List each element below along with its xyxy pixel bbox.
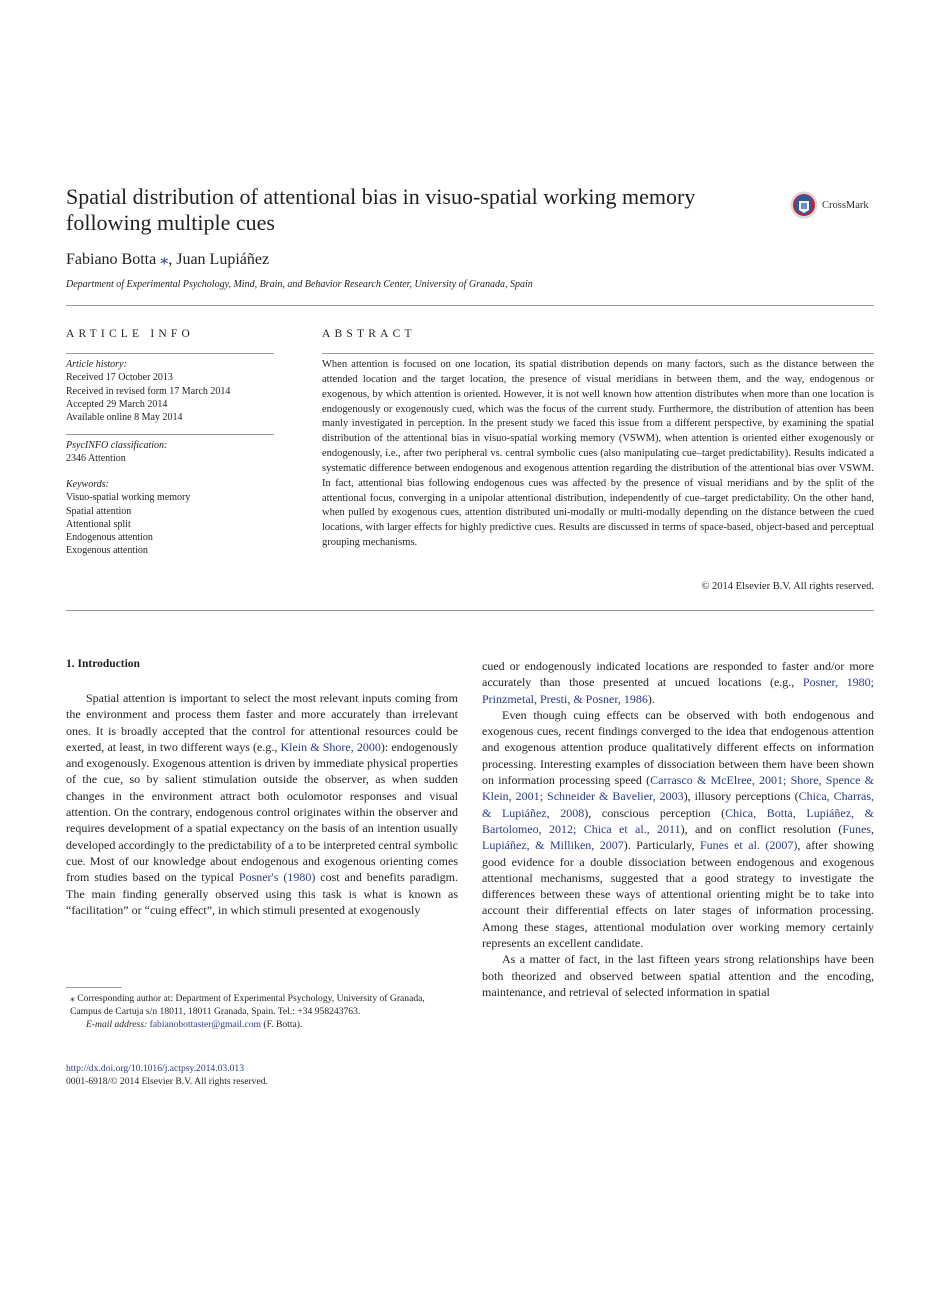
affiliation: Department of Experimental Psychology, Mind, Brain, and Behavior Research Center, University of Granada, Spain [66,279,533,290]
section-heading-introduction: 1. Introduction [66,658,140,670]
doi-block [66,1062,268,1088]
text-run: ). Particularly, [623,838,700,853]
crossmark-label: CrossMark [822,199,869,211]
text-run: cost and benefits paradigm. The main finding generally observed using this task is what is known as “facilitation” or “cuing effect”, in which stimuli presented at exogenously [66,870,458,917]
article-history [66,358,274,424]
corresponding-author-link[interactable]: ⁎ [160,251,169,268]
keywords [66,478,274,558]
left-column [66,690,458,918]
citation-link[interactable]: Posner, 1980; Prinzmetal, Presti, & Posner, 1986 [482,675,874,706]
psycinfo-value: 2346 Attention [66,453,126,465]
history-item: Accepted 29 March 2014 [66,398,168,410]
text-run: ), illusory perceptions ( [683,789,799,804]
paragraph [66,690,458,918]
text-run: cued or endogenously indicated locations are responded to faster and/or more accurately than those presented at uncued locations (e.g., [482,659,874,690]
citation-link[interactable]: Funes, Lupiáñez, & Milliken, 2007 [482,821,874,853]
title-line-1: Spatial distribution of attentional bias in visuo-spatial working memory [66,184,696,209]
abstract-divider [322,353,874,354]
citation-link[interactable]: Funes et al. (2007) [699,838,798,853]
article-info-divider [66,353,274,354]
issn-line: 0001-6918/© 2014 Elsevier B.V. All rights reserved. [66,1076,268,1087]
doi-link[interactable]: http://dx.doi.org/10.1016/j.actpsy.2014.03.013 [66,1063,245,1074]
text-run: ). [647,691,655,706]
keyword: Exogenous attention [66,545,148,557]
email-link[interactable]: fabianobottaster@gmail.com [149,1019,262,1030]
history-item: Available online 8 May 2014 [66,412,183,424]
paragraph [482,658,874,707]
article-title [66,184,766,236]
keyword: Spatial attention [66,505,132,517]
text-run: Even though cuing effects can be observed with both endogenous and exogenous cues, recent findings converged to the idea that endogenous attention and exogenous attention produce qualitatively different effects on information processing. Interesting examples of dissociation between them have been shown on information processing speed ( [482,707,874,788]
article-info-divider [66,434,274,435]
text-run: ), conscious perception ( [584,805,726,820]
email-label: E-mail address: [86,1019,148,1030]
footnote [66,992,458,1031]
history-label: Article history: [66,359,127,370]
article-info-heading: ARTICLE INFO [66,328,194,340]
abstract-end-divider [66,610,874,611]
citation-link[interactable]: Posner's (1980) [238,870,316,885]
citation-link[interactable]: Chica, Botta, Lupiáñez, & Bartolomeo, 2012; Chica et al., 2011 [482,805,874,836]
paragraph: As a matter of fact, in the last fifteen years strong relationships have been both theorized and observed between spatial attention and the encoding, maintenance, and retrieval of selected information in spatial [482,952,874,999]
email-line [66,1018,458,1031]
abstract-text: When attention is focused on one location, its spatial distribution depends on many factors, such as the distance between the attended location and the target location, the presence of visual meridians in between them, and the way, endogenous or exogenous, by which attention is oriented. However, it is not well known how attention distributes when more than one location is endogenously or exogenously cued, which was the focus of the current study. Furthermore, the distribution of attention has been manly investigated in perception. In the present study we faced this issue from a different perspective, by examining the spatial distribution of the attentional bias in visuo-spatial working memory (VSWM), when attention is oriented either exogenously or endogenously, i.e., after two peripheral vs. central symbolic cues (also manipulating cue–target predictability). Results indicated a systematic difference between endogenous and exogenous attention regarding the distribution of the attentional bias over VSWM. In fact, attentional bias following endogenous cues was affected by the presence of visual meridians and by the split of the attentional focus, converging in a unipolar attentional distribution, independently of cue–target predictability. On the other hand, when pulled by exogenous cues, attention distributed uni-modally or multi-modally depending on the distance between the cued locations, with larger effects for highly predictive cues. Results are discussed in terms of space-based, object-based and perceptual grouping mechanisms. [322,359,874,549]
text-run: Spatial attention is important to select the most relevant inputs coming from the environment and process them faster and more accurately than irrelevant ones. It is broadly accepted that the control for attentional resources could be exerted, at least, in two different ways (e.g., [66,691,458,754]
psycinfo-label: PsycINFO classification: [66,440,168,451]
title-line-2: following multiple cues [66,210,275,235]
right-column [482,658,874,1000]
text-run: , after showing good evidence for a double dissociation between endogenous and exogenous attentional mechanisms, suggested that a good strategy to investigate the differences between these ways of attentional orienting might be to take into account their differential effects on later stages of information processing. Among these stages, attentional modulation over working memory certainly represents an excellent candidate. [482,838,874,951]
citation-link[interactable]: Klein & Shore, 2000 [280,739,381,754]
author-name: Fabiano Botta [66,251,157,268]
footnote-divider [66,987,122,988]
abstract-heading: ABSTRACT [322,328,416,340]
author-list [66,250,269,270]
keyword: Endogenous attention [66,532,153,544]
crossmark-icon [790,191,818,219]
keyword: Visuo-spatial working memory [66,492,191,504]
corresponding-author-note: ⁎ Corresponding author at: Department of Experimental Psychology, University of Granada, Campus de Cartuja s/n 18011, 18011 Granada, Spain. Tel.: +34 958243763. [70,993,425,1017]
history-item: Received in revised form 17 March 2014 [66,385,231,397]
text-run: ), and on conflict resolution ( [680,821,843,836]
citation-link[interactable]: Carrasco & McElree, 2001; Shore, Spence & Klein, 2001; Schneider & Bavelier, 2003 [482,773,875,804]
psycinfo-classification [66,439,274,466]
abstract-copyright: © 2014 Elsevier B.V. All rights reserved. [701,581,874,592]
text-run: ): endogenously and exogenously. Exogenous attention is driven by immediate physical properties of the cue, so by salient stimulation outside the observer, as when sudden changes in the environment attract both oculomotor responses and visual attention. On the contrary, endogenous control originates within the observer and requires development of a spatial expectancy on the basis of an intention usually developed accordingly to the predictability of a to be interpreted central symbolic cue. Most of our knowledge about endogenous and exogenous orienting comes from studies based on the typical [66,739,458,885]
author-name: , Juan Lupiáñez [168,251,270,268]
paragraph [482,707,874,951]
history-item: Received 17 October 2013 [66,372,173,384]
citation-link[interactable]: Chica, Charras, & Lupiáñez, 2008 [482,789,874,820]
email-suffix: (F. Botta). [261,1019,303,1030]
crossmark-badge[interactable] [790,190,869,220]
keyword: Attentional split [66,518,131,530]
keywords-label: Keywords: [66,479,109,490]
header-divider [66,305,874,306]
